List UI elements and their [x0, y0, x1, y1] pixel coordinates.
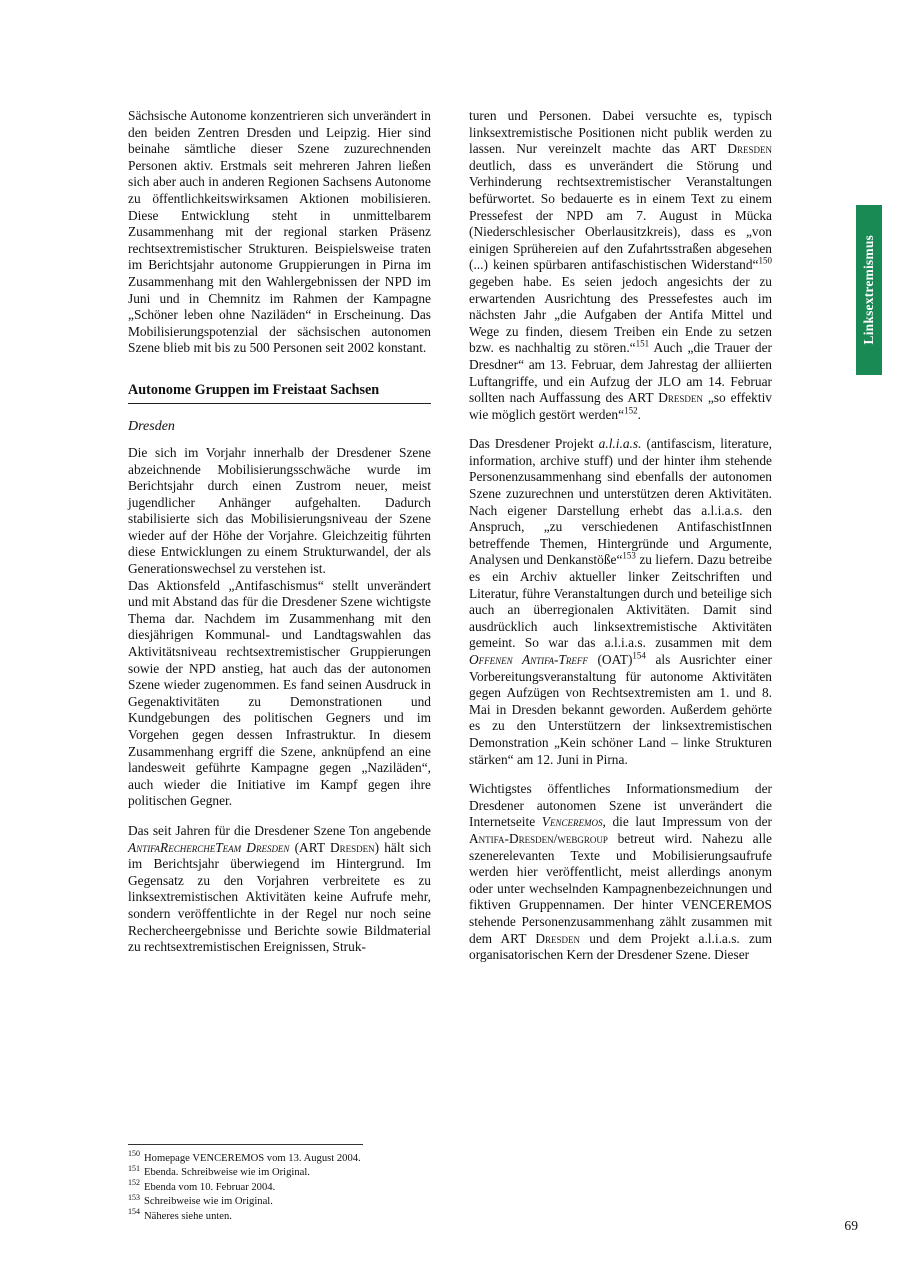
website-name: Venceremos — [541, 814, 603, 830]
project-name: a.l.i.a.s. — [598, 436, 642, 452]
text-run: Das seit Jahren für die Dresdener Szene Ton angebende — [128, 822, 431, 838]
paragraph: Das Aktionsfeld „Antifaschismus“ stellt unverändert und mit Abstand das für die Dresdener Szene wichtigste Thema dar. Nachdem im Zusammenhang mit den diesjährigen Kommunal- und Landtagswahlen das Aktivitätsniveau rechtsextremistischer Gruppierungen sowie der NPD anstieg, hat auch das der autonomen Szene wieder zugenommen. Es fand seinen Ausdruck in Gegenaktivitäten zu Demonstrationen und Kundgebungen des politischen Gegners und im Vorgehen gegen dessen Infrastruktur. In diesem Zusammenhang ergriff die Szene, anknüpfend an eine landesweit geführte Kampagne gegen „Naziläden“, auch wieder die Initiative im Kampf gegen ihre politischen Gegner. — [128, 577, 431, 809]
text-run: Wichtigstes öffentliches Informationsmedium der Dresdener autonomen Szene ist unverändert die Internetseite — [469, 781, 772, 830]
text-run: ) hält sich im Berichtsjahr überwiegend im Hintergrund. Im Gegensatz zu den Vorjahren verbreitete es zu linksextremistischen Aktivitäten keine Aufrufe mehr, sondern veröffentlichte in der Regel nur noch seine Rechercheergebnisse und Berichte sowie Bildmaterial zu rechtsextremistischen Ereignissen, Struk- — [128, 839, 432, 955]
footnote-separator — [128, 1144, 363, 1145]
text-run: turen und Personen. Dabei versuchte es, typisch linksextremistische Positionen nicht publik werden zu lassen. Nur vereinzelt machte das ART — [469, 108, 772, 157]
footnote-number: 154 — [128, 1207, 140, 1217]
footnote-area — [128, 1144, 431, 1224]
paragraph — [469, 781, 772, 964]
paragraph: Die sich im Vorjahr innerhalb der Dresdener Szene abzeichnende Mobilisierungsschwäche wurde im Berichtsjahr durch einen Zustrom neuer, meist jugendlicher Anhänger aufgehalten. Dadurch stabilisierte sich das Mobilisierungsniveau der Szene wieder auf der Höhe der Vorjahre. Gleichzeitig führten diese Entwicklungen zu einem Strukturwandel, der als Generationswechsel zu verstehen ist. — [128, 444, 431, 577]
paragraph — [469, 108, 772, 423]
text-run: gegeben habe. Es seien jedoch angesichts der zu erwartenden Ausrichtung des Pressefestes auch im nächsten Jahr „die Aufgaben der Antifa Mittel und Wege zu finden, diesem Treiben ein Ende zu setzen bzw. es nachhaltig zu stören.“ — [469, 273, 772, 356]
text-run: betreut wird. Nahezu alle szenerelevanten Texte und Mobilisierungsaufrufe werden hier veröffentlicht, meist allerdings anonym oder unter wechselnden Kampagnenbezeichnungen und fiktiven Gruppennamen. Der hinter VENCEREMOS stehende Personenzusammenhang zählt zusammen mit dem ART — [469, 830, 772, 946]
right-column — [469, 108, 772, 964]
text-run: und dem Projekt a.l.i.a.s. zum organisatorischen Kern der Dresdener Szene. Dieser — [469, 930, 772, 963]
text-run: als Ausrichter einer Vorbereitungsveranstaltung für autonome Aktivitäten gegen Aufzügen von Rechtsextremisten am 1. und 8. Mai in Dresden bekannt geworden. Außerdem gehörte es zu den Unterstützern der linksextremistischen Demonstration „Kein schöner Land – linke Strukturen stärken“ am 12. Juni in Pirna. — [469, 652, 772, 767]
text-run: Auch „die Trauer der Dresdner“ am 13. Februar, dem Jahrestag der alliierten Luftangriffe, und ein Aufzug der JLO am 14. Februar sollten nach Auffassung des ART — [469, 340, 772, 406]
footnote-text: Ebenda. Schreibweise wie im Original. — [144, 1167, 310, 1179]
footnote-text: Ebenda vom 10. Februar 2004. — [144, 1181, 276, 1193]
text-run: deutlich, dass es unverändert die Störung und Verhinderung rechtsextremistischer Veranstaltungen befürwortet. So bedauerte es in einem Text zu einem Pressefest der NPD am 7. August in Mücka (Niederschlesischer Oberlausitzkreis), dass es „von einigen Sprühereien auf den Zufahrtsstraßen abgesehen (...) keinen spürbaren antifaschistischen Widerstand“ — [469, 157, 772, 273]
footnote-ref-153: 153 — [622, 550, 636, 561]
organization-name: AntifaRechercheTeam Dresden — [128, 839, 290, 855]
text-run: . — [637, 406, 641, 422]
section-side-tab-label: Linksextremismus — [861, 235, 876, 345]
organization-abbrev: Dresden — [727, 141, 772, 157]
paragraph: Sächsische Autonome konzentrieren sich unverändert in den beiden Zentren Dresden und Leipzig. Hier sind beinahe sämtliche dieser Szene zuzurechnenden Personen aktiv. Erstmals seit mehreren Jahren ließen sich aber auch in anderen Regionen Sachsens Autonome zu öffentlichkeitswirksamen Aktionen mobilisieren. Diese Entwicklung steht in unmittelbarem Zusammenhang mit der regional starken Präsenz rechtsextremistischer Strukturen. Beispielsweise traten im Berichtsjahr autonome Gruppierungen in Pirna im Zusammenhang mit den Wahlergebnissen der NPD im Juni und in Chemnitz im Rahmen der Kampagne „Schöner leben ohne Naziläden“ in Erscheinung. Das Mobilisierungspotenzial der sächsischen autonomen Szene blieb mit bis zu 500 Personen seit 2002 konstant. — [128, 108, 431, 356]
text-run: „so effektiv wie möglich gestört werden“ — [469, 390, 772, 422]
text-run: (antifascism, literature, information, archive stuff) und der hinter ihm stehende Personenzusammenhang sind ebenfalls der autonomen Szene zuzurechnen und unterstützen deren Aktivitäten. Nach eigener Darstellung erhebt das a.l.i.a.s. den Anspruch, „zu verschiedenen AntifaschistInnen betreffende Themen, Hintergründe und Argumente, Analysen und Denkanstöße“ — [469, 436, 772, 568]
footnote-text: Schreibweise wie im Original. — [144, 1196, 273, 1208]
group-name: Antifa-Dresden/webgroup — [469, 830, 608, 846]
footnote-number: 153 — [128, 1192, 140, 1202]
footnote-item — [128, 1192, 431, 1209]
subsection-heading: Dresden — [128, 418, 175, 434]
footnote-item — [128, 1149, 431, 1166]
organization-abbrev: Dresden — [535, 930, 581, 946]
section-heading: Autonome Gruppen im Freistaat Sachsen — [128, 381, 431, 404]
footnote-ref-150: 150 — [758, 255, 772, 266]
text-run: , die laut Impressum von der — [602, 814, 773, 830]
text-run: Das Dresdener Projekt — [469, 436, 599, 452]
text-run: zu liefern. Dazu betreibe es ein Archiv aktueller linker Zeitschriften und Literatur, führe Veranstaltungen durch und beteilige sich auch an überregionalen Aktivitäten. Damit sind ausdrücklich auch linksextremistische Aktivitäten gemeint. So war das a.l.i.a.s. zusammen mit dem — [469, 552, 772, 651]
footnote-number: 152 — [128, 1178, 140, 1188]
text-run: (ART — [289, 839, 330, 855]
section-side-tab — [856, 205, 882, 375]
footnote-ref-152: 152 — [624, 405, 638, 416]
footnote-ref-151: 151 — [635, 338, 650, 349]
paragraph — [128, 823, 431, 956]
footnote-text: Näheres siehe unten. — [144, 1210, 232, 1222]
footnote-number: 150 — [128, 1149, 140, 1159]
footnote-item — [128, 1163, 431, 1180]
page-number: 69 — [844, 1218, 858, 1233]
text-body — [128, 108, 772, 964]
footnote-text: Homepage VENCEREMOS vom 13. August 2004. — [144, 1153, 361, 1164]
organization-abbrev: Dresden — [329, 839, 375, 855]
footnote-item — [128, 1178, 431, 1195]
text-run: (OAT) — [587, 652, 633, 667]
paragraph — [469, 436, 772, 768]
organization-name: Offenen Antifa-Treff — [469, 652, 588, 667]
organization-abbrev: Dresden — [658, 390, 703, 406]
footnote-item — [128, 1207, 431, 1224]
left-column — [128, 108, 431, 964]
footnote-ref-154: 154 — [632, 650, 646, 661]
footnote-number: 151 — [128, 1163, 140, 1173]
